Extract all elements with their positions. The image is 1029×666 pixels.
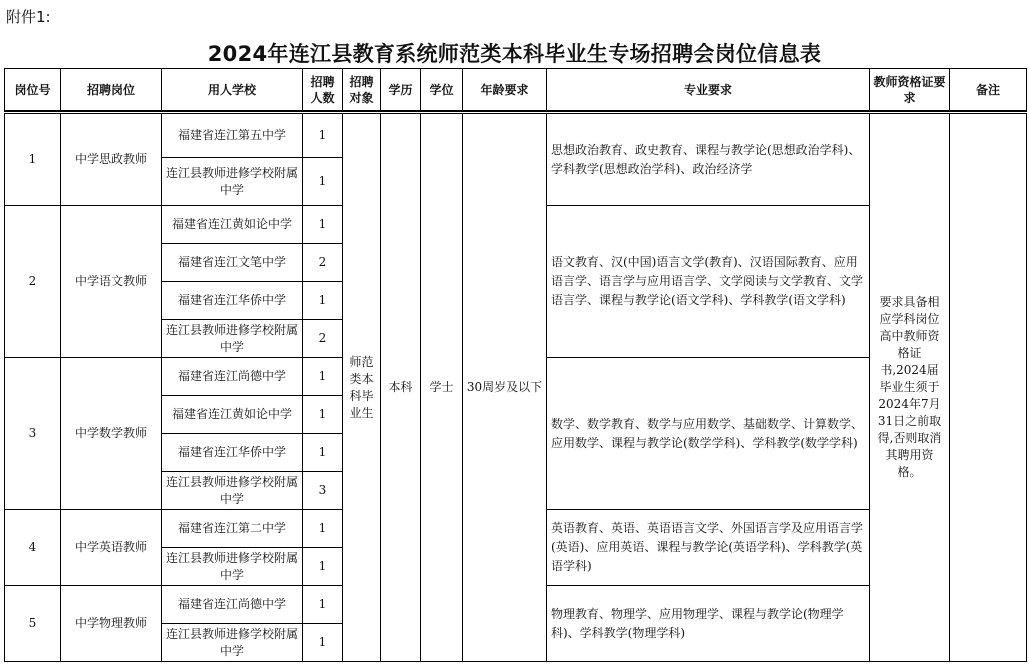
hire-count: 3 — [303, 472, 343, 510]
certificate-requirement: 要求具备相应学科岗位高中教师资格证书,2024届毕业生须于2024年7月31日之前取得,否则取消其聘用资格。 — [870, 113, 950, 662]
position-id: 1 — [5, 113, 61, 206]
position-name: 中学语文教师 — [61, 206, 162, 358]
header-degree: 学位 — [421, 69, 463, 111]
hire-count: 1 — [303, 113, 343, 158]
school-name: 连江县教师进修学校附属中学 — [162, 472, 303, 510]
position-name: 中学数学教师 — [61, 358, 162, 510]
major-requirement: 思想政治教育、政史教育、课程与教学论(思想政治学科)、学科教学(思想政治学科)、政治经济学 — [547, 113, 870, 206]
hire-count: 1 — [303, 206, 343, 244]
hire-count: 1 — [303, 510, 343, 548]
position-name: 中学物理教师 — [61, 586, 162, 662]
hire-count: 2 — [303, 244, 343, 282]
position-id: 4 — [5, 510, 61, 586]
hire-count: 1 — [303, 358, 343, 396]
table-row — [5, 113, 1027, 158]
major-requirement: 物理教育、物理学、应用物理学、课程与教学论(物理学科)、学科教学(物理学科) — [547, 586, 870, 662]
remarks-cell — [950, 113, 1027, 662]
page-title: 2024年连江县教育系统师范类本科毕业生专场招聘会岗位信息表 — [207, 42, 822, 66]
school-name: 福建省连江尚德中学 — [162, 586, 303, 624]
header-count: 招聘人数 — [303, 69, 343, 111]
hire-count: 1 — [303, 548, 343, 586]
school-name: 连江县教师进修学校附属中学 — [162, 548, 303, 586]
degree-cell: 学士 — [421, 113, 463, 662]
age-cell: 30周岁及以下 — [463, 113, 547, 662]
major-requirement: 英语教育、英语、英语语言文学、外国语言学及应用语言学(英语)、应用英语、课程与教学论(英语学科)、学科教学(英语学科) — [547, 510, 870, 586]
hire-count: 1 — [303, 396, 343, 434]
school-name: 连江县教师进修学校附属中学 — [162, 320, 303, 358]
header-major: 专业要求 — [547, 69, 870, 111]
hire-count: 1 — [303, 434, 343, 472]
education-cell: 本科 — [381, 113, 421, 662]
annex-label: 附件1: — [6, 8, 51, 26]
school-name: 福建省连江第五中学 — [162, 113, 303, 158]
position-id: 2 — [5, 206, 61, 358]
header-id: 岗位号 — [5, 69, 61, 111]
school-name: 连江县教师进修学校附属中学 — [162, 624, 303, 662]
positions-table — [4, 68, 1027, 662]
header-target: 招聘对象 — [343, 69, 381, 111]
position-name: 中学英语教师 — [61, 510, 162, 586]
hire-count: 1 — [303, 282, 343, 320]
school-name: 福建省连江文笔中学 — [162, 244, 303, 282]
school-name: 福建省连江华侨中学 — [162, 282, 303, 320]
header-education: 学历 — [381, 69, 421, 111]
major-requirement: 语文教育、汉(中国)语言文学(教育)、汉语国际教育、应用语言学、语言学与应用语言学、文学阅读与文学教育、文学语言学、课程与教学论(语文学科)、学科教学(语文学科) — [547, 206, 870, 358]
header-remarks: 备注 — [950, 69, 1027, 111]
school-name: 福建省连江第二中学 — [162, 510, 303, 548]
hire-count: 1 — [303, 586, 343, 624]
header-age: 年龄要求 — [463, 69, 547, 111]
hire-count: 1 — [303, 158, 343, 206]
major-requirement: 数学、数学教育、数学与应用数学、基础数学、计算数学、应用数学、课程与教学论(数学学科)、学科教学(数学学科) — [547, 358, 870, 510]
target-cell: 师范类本科毕业生 — [343, 113, 381, 662]
position-id: 5 — [5, 586, 61, 662]
hire-count: 2 — [303, 320, 343, 358]
position-name: 中学思政教师 — [61, 113, 162, 206]
school-name: 福建省连江黄如论中学 — [162, 206, 303, 244]
hire-count: 1 — [303, 624, 343, 662]
school-name: 福建省连江华侨中学 — [162, 434, 303, 472]
school-name: 福建省连江尚德中学 — [162, 358, 303, 396]
header-row — [5, 69, 1027, 111]
header-school: 用人学校 — [162, 69, 303, 111]
header-certificate: 教师资格证要求 — [870, 69, 950, 111]
school-name: 连江县教师进修学校附属中学 — [162, 158, 303, 206]
school-name: 福建省连江黄如论中学 — [162, 396, 303, 434]
header-position: 招聘岗位 — [61, 69, 162, 111]
position-id: 3 — [5, 358, 61, 510]
